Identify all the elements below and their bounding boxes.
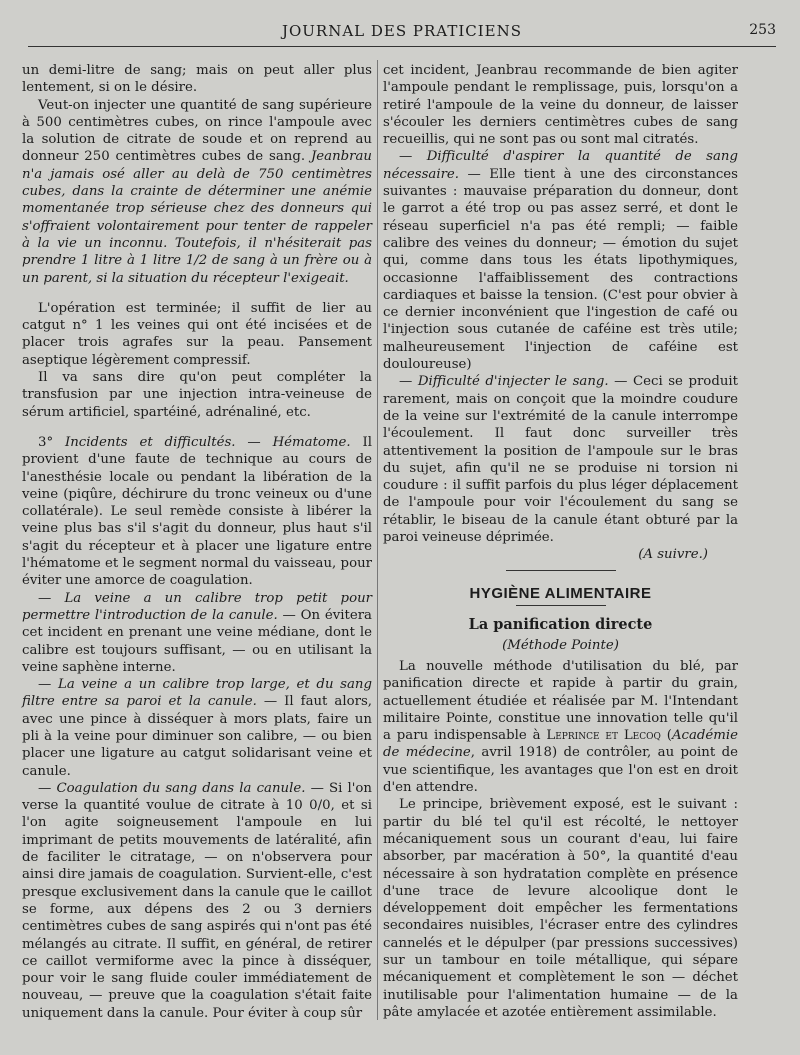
section-title: HYGIÈNE ALIMENTAIRE: [469, 585, 652, 603]
section-rule: [506, 570, 616, 572]
paragraph: cet incident, Jeanbrau recommande de bien agiter l'ampoule pendant le remplissage, puis, lorsqu'on a retiré l'ampoule de la veine du donneur, de laisser s'écouler les derniers centimètres cubes de sang recueillis, qui ne sont pas ou sont mal citratés.: [383, 63, 738, 148]
paragraph: La nouvelle méthode d'utilisation du blé, par panification directe et rapide à partir du grain, actuellement étudiée et réalisée par M. l'Intendant militaire Pointe, constitue une innovation telle qu'il a paru indispensable à Leprince et Lecoq (Académie de médecine, avril 1918) de contrôler, au point de vue scientifique, les avantages que l'on est en droit d'en attendre.: [383, 659, 739, 796]
paragraph: Il va sans dire qu'on peut compléter la transfusion par une injection intra-veineuse de sérum artificiel, spartéiné, adrénaliné, etc.: [22, 370, 372, 420]
article-method: (Méthode Pointe): [502, 637, 619, 653]
paragraph: Le principe, brièvement exposé, est le suivant : partir du blé tel qu'il est récolté, le nettoyer mécaniquement sous un courant d'eau, lui faire absorber, par macération à 50°, la quantité d'eau nécessaire à son hydratation complète en présence d'une trace de levure alcoolique dont le développement doit empêcher les fermentations secondaires nuisibles, l'écraser entre des cylindres cannelés et le dépulper (par pressions successives) sur un tambour en toile métallique, qui sépare mécaniquement et complètement le son — déchet inutilisable pour l'alimentation humaine — de la pâte amylacée et azotée entièrement assimilable.: [383, 797, 738, 1020]
paragraph: — Coagulation du sang dans la canule. — Si l'on verse la quantité voulue de citrate à 10 0/0, et si l'on agite soigneusement l'ampoule en lui imprimant de petits mouvements de latéralité, afin de faciliter le citratage, — on n'observera pour ainsi dire jamais de coagulation. Survient-elle, c'est presque exclusivement dans la canule que le caillot se forme, aux dépens des 2 ou 3 derniers centimètres cubes de sang aspirés qui n'ont pas été mélangés au citrate. Il suffit, en général, de retirer ce caillot vermiforme avec la pince à disséquer, pour voir le sang fluide couler immédiatement de nouveau, — preuve que la coagulation s'était faite uniquement dans la canule. Pour éviter à coup sûr: [22, 780, 372, 1021]
paragraph: — Difficulté d'aspirer la quantité de sang nécessaire. — Elle tient à une des circonstances suivantes : mauvaise préparation du donneur, dont le garrot a été trop ou pas assez serré, et dont le réseau superficiel n'a pas été rempli; — faible calibre des veines du donneur; — émotion du sujet qui, comme dans tous les états lipothymiques, occasionne l'affaiblissement des contractions cardiaques et baisse la tension. (C'est pour obvier à ce dernier inconvénient que l'ingestion de café ou l'injection sous cutanée de caféine est très utile; malheureusement l'injection de caféine est douloureuse): [383, 149, 738, 373]
article-title: La panification directe: [468, 616, 653, 634]
paragraph: — La veine a un calibre trop petit pour permettre l'introduction de la canule. — On évitera cet incident en prenant une veine médiane, dont le calibre est toujours suffisant, — ou en utilisant la veine saphène interne.: [22, 590, 372, 675]
paragraph: un demi-litre de sang; mais on peut aller plus lentement, si on le désire.: [22, 63, 372, 96]
section-heading: Incidents et difficultés.: [64, 434, 236, 450]
to-be-continued: (A suivre.): [638, 547, 708, 563]
paragraph: Veut-on injecter une quantité de sang supérieure à 500 centimètres cubes, on rince l'ampoule avec la solution de citrate de soude et on reprend au donneur 250 centimètres cubes de sang. Jeanbrau n'a jamais osé aller au delà de 750 centimètres cubes, dans la crainte de déterminer une anémie momentanée trop sérieuse chez des donneurs qui s'offraient volontairement pour tenter de rappeler à la vie un inconnu. Toutefois, il n'hésiterait pas prendre 1 litre à 1 litre 1/2 de sang à un frère ou à un parent, si la situation du récepteur l'exigeait.: [22, 97, 372, 286]
journal-title: JOURNAL DES PRATICIENS: [281, 22, 523, 40]
left-column: [22, 62, 372, 1022]
paragraph: — Difficulté d'injecter le sang. — Ceci se produit rarement, mais on conçoit que la moindre coudure de la veine sur l'extrémité de la canule interrompe l'écoulement. Il faut donc surveiller très attentivement la position de l'ampoule sur le bras du sujet, afin qu'il ne se produise ni torsion ni coudure : il suffit parfois du plus léger déplacement de l'ampoule pour voir l'écoulement du sang se rétablir, le biseau de la canule étant obturé par la paroi veineuse déprimée.: [383, 374, 738, 546]
column-divider: [377, 60, 378, 1020]
right-column: [383, 62, 738, 1021]
page-number: 253: [749, 22, 776, 38]
paragraph: — La veine a un calibre trop large, et du sang filtre entre sa paroi et la canule. — Il faut alors, avec une pince à disséquer à mors plats, faire un pli à la veine pour diminuer son calibre, — ou bien placer une ligature au catgut solidarisant veine et canule.: [22, 677, 373, 779]
paragraph-incidents: 3° Incidents et difficultés. — Hématome. Il provient d'une faute de technique au cours de l'anesthésie locale ou pendant la libération de la veine (piqûre, déchirure du tronc veineux ou d'une collatérale). Le seul remède consiste à libérer la veine plus bas s'il s'agit du donneur, plus haut s'il s'agit du récepteur et à placer une ligature entre l'hématome et le segment normal du vaisseau, pour éviter une amorce de coagulation.: [22, 434, 372, 589]
title-underline: [516, 605, 606, 606]
paragraph: L'opération est terminée; il suffit de lier au catgut n° 1 les veines qui ont été incisées et de placer trois agrafes sur la peau. Pansement aseptique légèrement compressif.: [22, 300, 372, 368]
page-header: [28, 18, 776, 47]
